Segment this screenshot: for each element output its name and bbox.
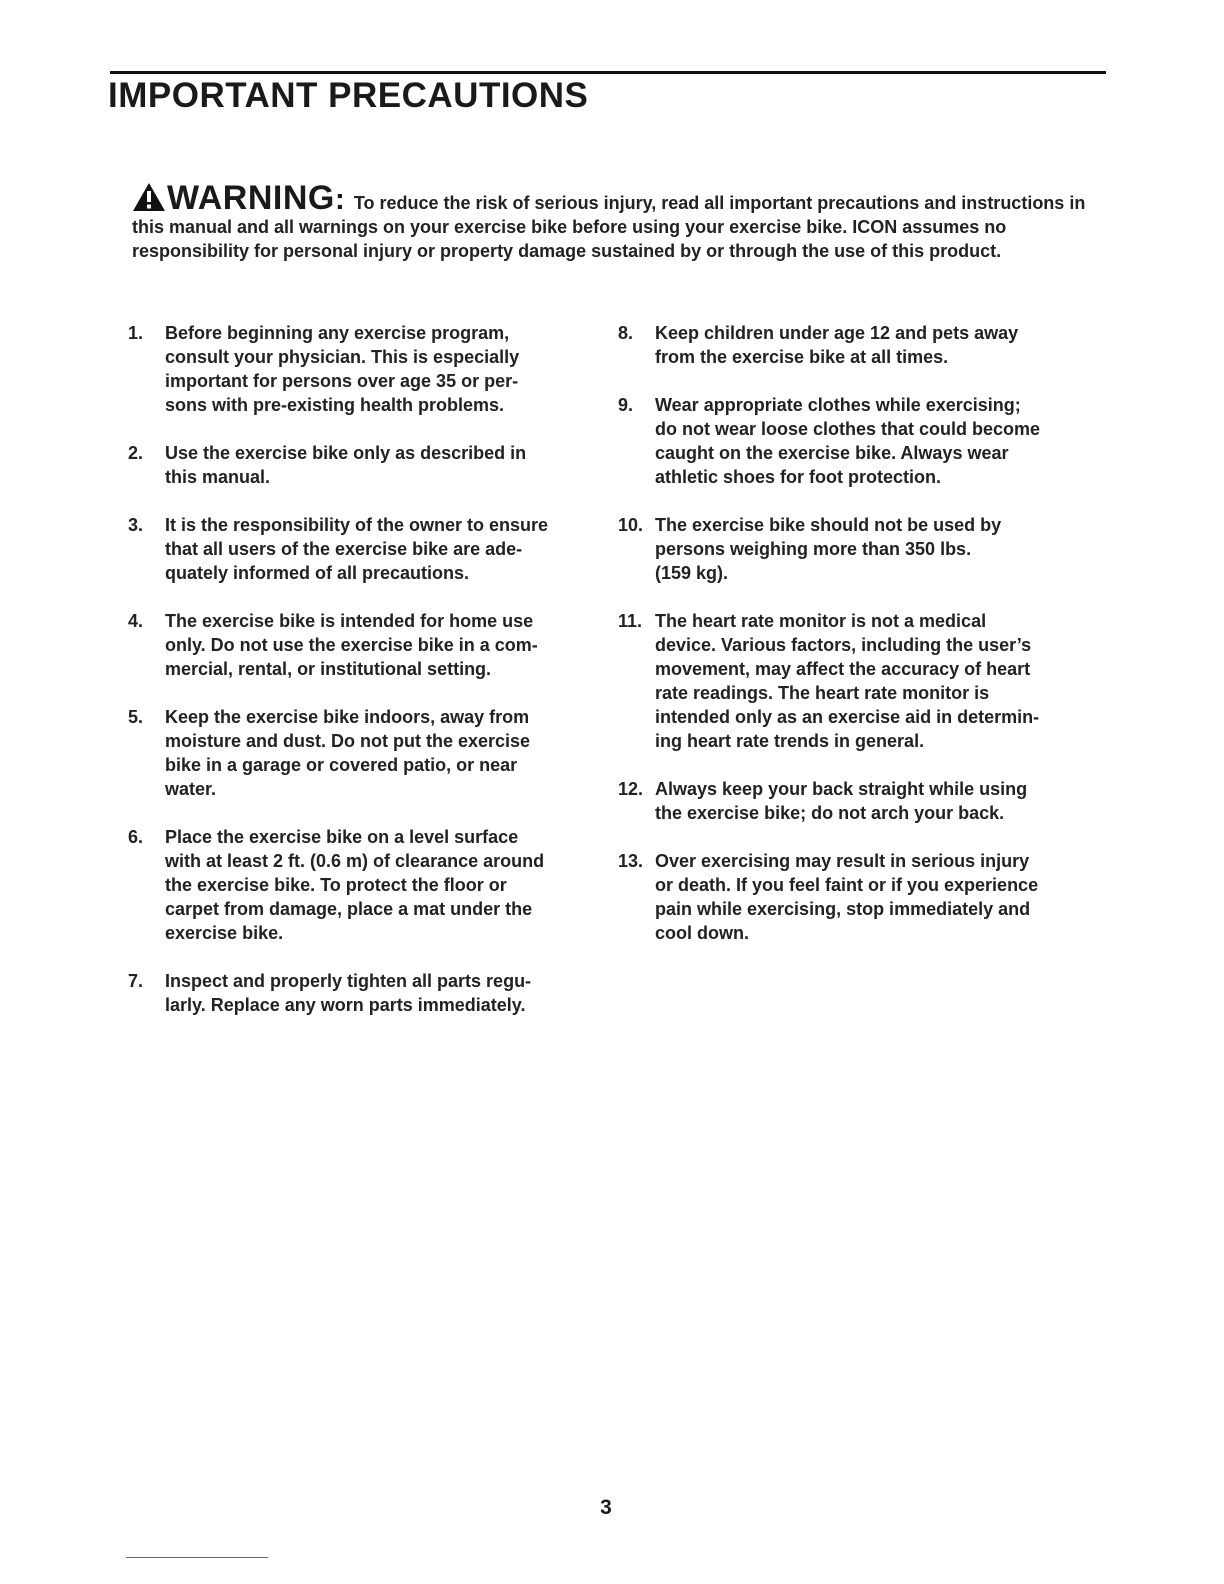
item-text: Keep children under age 12 and pets away from the exercise bike at all times. <box>655 323 1019 367</box>
item-number: 2. <box>128 443 144 463</box>
precaution-item <box>128 969 598 1017</box>
item-number: 6. <box>128 827 144 847</box>
warning-colon: : <box>334 183 345 216</box>
item-number: 7. <box>128 971 144 991</box>
item-text: The exercise bike should not be used by persons weighing more than 350 lbs. (159 kg). <box>655 515 1002 583</box>
page-number: 3 <box>600 1496 612 1519</box>
precaution-item <box>128 321 598 417</box>
warning-text: To reduce the risk of serious injury, read all important precautions and instructions in this manual and all warnings on your exercise bike before using your exercise bike. ICON assumes no responsibility for personal injury or property damage sustained by or through the use of this product. <box>132 193 1086 261</box>
precaution-item <box>618 321 1088 369</box>
precaution-item <box>618 513 1088 585</box>
item-text: Use the exercise bike only as described in this manual. <box>165 443 527 487</box>
item-text: Before beginning any exercise program, consult your physician. This is especially important for persons over age 35 or per- sons with pre-existing health problems. <box>165 323 520 415</box>
item-text: Over exercising may result in serious injury or death. If you feel faint or if you experience pain while exercising, stop immediately and cool down. <box>655 851 1039 943</box>
item-number: 9. <box>618 395 634 415</box>
precaution-item <box>128 609 598 681</box>
footer-divider <box>126 1557 268 1558</box>
item-number: 12. <box>618 779 644 799</box>
item-text: Inspect and properly tighten all parts regu- larly. Replace any worn parts immediately. <box>165 971 532 1015</box>
precautions-left-column <box>128 321 598 1041</box>
item-text: Place the exercise bike on a level surface with at least 2 ft. (0.6 m) of clearance around the exercise bike. To protect the floor or carpet from damage, place a mat under the exercise bike. <box>165 827 545 943</box>
precautions-right-column <box>618 321 1088 969</box>
item-number: 13. <box>618 851 644 871</box>
item-number: 1. <box>128 323 144 343</box>
item-number: 10. <box>618 515 644 535</box>
item-text: Keep the exercise bike indoors, away from moisture and dust. Do not put the exercise bike in a garage or covered patio, or near water. <box>165 707 531 799</box>
precaution-item <box>618 393 1088 489</box>
item-text: The exercise bike is intended for home use only. Do not use the exercise bike in a com- mercial, rental, or institutional setting. <box>165 611 538 679</box>
precaution-item <box>128 705 598 801</box>
item-text: It is the responsibility of the owner to ensure that all users of the exercise bike are ade- quately informed of all precautions. <box>165 515 549 583</box>
item-number: 11. <box>618 611 643 631</box>
item-number: 5. <box>128 707 144 727</box>
page-title: IMPORTANT PRECAUTIONS <box>108 76 589 115</box>
item-number: 3. <box>128 515 144 535</box>
precaution-item <box>128 441 598 489</box>
title-rule <box>110 71 1106 74</box>
precaution-item <box>128 825 598 945</box>
item-number: 4. <box>128 611 144 631</box>
warning-triangle-icon <box>132 182 166 212</box>
warning-label: WARNING <box>167 179 335 217</box>
precaution-item <box>618 609 1088 753</box>
precaution-item <box>618 777 1088 825</box>
item-text: Wear appropriate clothes while exercising; do not wear loose clothes that could become caught on the exercise bike. Always wear athletic shoes for foot protection. <box>655 395 1041 487</box>
warning-block <box>132 179 1092 263</box>
precaution-item <box>618 849 1088 945</box>
item-text: The heart rate monitor is not a medical device. Various factors, including the user’s movement, may affect the accuracy of heart rate readings. The heart rate monitor is intended only as an exercise aid in determin- ing heart rate trends in general. <box>655 611 1040 751</box>
item-number: 8. <box>618 323 634 343</box>
precaution-item <box>128 513 598 585</box>
item-text: Always keep your back straight while using the exercise bike; do not arch your back. <box>655 779 1028 823</box>
